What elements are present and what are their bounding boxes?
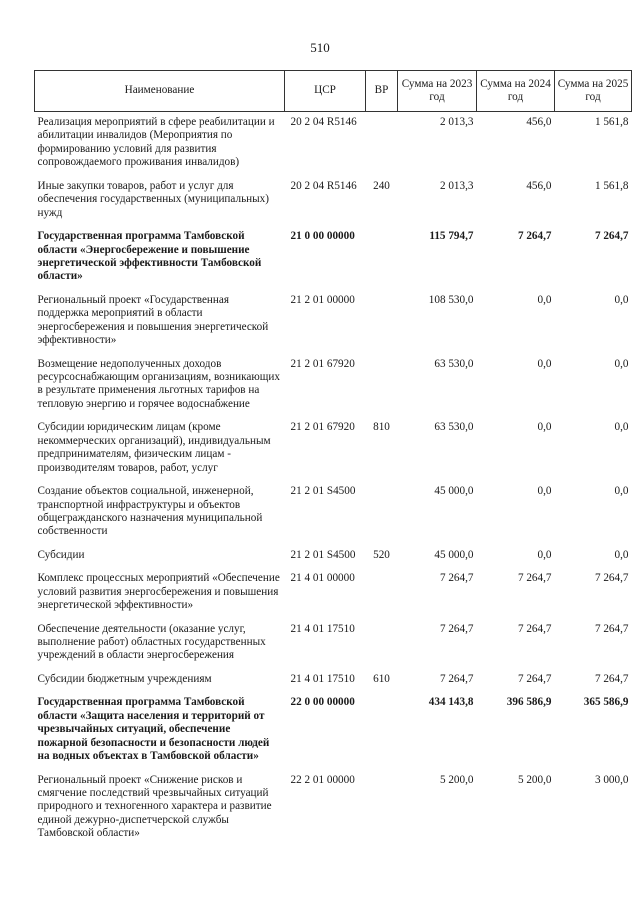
row-name: Субсидии юридическим лицам (кроме некоммерческих организаций), индивидуальным предпринимателям, физическим лицам - производителям товаров, работ, услуг bbox=[37, 421, 271, 474]
row-csr: 21 2 01 67920 bbox=[290, 357, 355, 370]
row-sum-2023: 2 013,3 bbox=[439, 116, 474, 128]
row-name: Иные закупки товаров, работ и услуг для обеспечения государственных (муниципальных) нужд bbox=[37, 179, 269, 219]
table-row-program bbox=[35, 226, 632, 290]
row-csr: 21 4 01 17510 bbox=[290, 672, 355, 685]
row-sum-2023: 7 264,7 bbox=[439, 572, 474, 585]
row-sum-2023: 5 200,0 bbox=[439, 773, 474, 786]
row-name: Субсидии бюджетным учреждениям bbox=[37, 672, 212, 685]
row-name: Реализация мероприятий в сфере реабилитации и абилитации инвалидов (Мероприятия по формированию условий для развития сопровождаемого проживания инвалидов) bbox=[37, 116, 275, 169]
row-sum-2024: 0,0 bbox=[537, 485, 552, 498]
row-sum-2023: 7 264,7 bbox=[439, 622, 474, 635]
row-csr: 21 0 00 00000 bbox=[290, 230, 355, 243]
row-csr: 20 2 04 R5146 bbox=[290, 116, 357, 128]
row-sum-2025: 7 264,7 bbox=[594, 622, 629, 635]
header-sum-2025: Сумма на 2025 год bbox=[555, 71, 632, 112]
row-sum-2025: 0,0 bbox=[614, 421, 629, 434]
row-vr: 810 bbox=[373, 421, 390, 434]
row-sum-2024: 7 264,7 bbox=[517, 230, 552, 243]
table-row bbox=[35, 568, 632, 618]
row-sum-2025: 0,0 bbox=[614, 293, 629, 306]
row-csr: 21 2 01 67920 bbox=[290, 421, 355, 434]
row-name: Комплекс процессных мероприятий «Обеспечение условий развития энергосбережения и повышения энергетической эффективности» bbox=[37, 572, 280, 612]
row-sum-2023: 63 530,0 bbox=[434, 421, 474, 434]
row-sum-2023: 115 794,7 bbox=[429, 230, 474, 243]
row-sum-2024: 0,0 bbox=[537, 548, 552, 561]
row-sum-2023: 2 013,3 bbox=[439, 179, 474, 192]
table-row bbox=[35, 112, 632, 176]
table-row bbox=[35, 619, 632, 669]
row-vr bbox=[366, 112, 398, 176]
budget-table bbox=[34, 70, 632, 847]
table-row bbox=[35, 176, 632, 226]
row-vr: 610 bbox=[373, 672, 390, 685]
row-sum-2023: 434 143,8 bbox=[428, 696, 474, 709]
row-name: Возмещение недополученных доходов ресурсоснабжающим организациям, возникающих в результате применения льготных тарифов на тепловую энергию и горячее водоснабжение bbox=[37, 357, 280, 410]
row-vr: 240 bbox=[373, 179, 390, 192]
row-sum-2024: 456,0 bbox=[526, 116, 552, 128]
table-row bbox=[35, 669, 632, 692]
row-vr bbox=[366, 226, 398, 290]
row-csr: 21 2 01 00000 bbox=[290, 293, 355, 306]
page-number: 510 bbox=[310, 40, 330, 55]
table-row-program bbox=[35, 692, 632, 769]
table-row bbox=[35, 290, 632, 354]
row-csr: 21 2 01 S4500 bbox=[290, 485, 356, 498]
table-row bbox=[35, 417, 632, 481]
row-vr bbox=[366, 354, 398, 418]
row-sum-2025: 1 561,8 bbox=[594, 179, 629, 192]
row-sum-2025: 365 586,9 bbox=[583, 696, 629, 709]
row-sum-2025: 7 264,7 bbox=[594, 230, 629, 243]
row-name: Субсидии bbox=[37, 548, 85, 561]
row-sum-2025: 3 000,0 bbox=[594, 773, 629, 786]
table-header bbox=[35, 71, 632, 112]
row-csr: 20 2 04 R5146 bbox=[290, 179, 357, 192]
row-csr: 22 2 01 00000 bbox=[290, 773, 355, 786]
table-body bbox=[35, 112, 632, 847]
header-sum-2024: Сумма на 2024 год bbox=[477, 71, 555, 112]
row-sum-2023: 7 264,7 bbox=[439, 672, 474, 685]
row-sum-2025: 7 264,7 bbox=[594, 572, 629, 585]
row-sum-2023: 45 000,0 bbox=[434, 548, 474, 561]
row-sum-2024: 0,0 bbox=[537, 357, 552, 370]
row-csr: 21 2 01 S4500 bbox=[290, 548, 356, 561]
row-csr: 21 4 01 00000 bbox=[290, 572, 355, 585]
row-sum-2024: 7 264,7 bbox=[517, 672, 552, 685]
row-sum-2024: 7 264,7 bbox=[517, 572, 552, 585]
row-sum-2024: 0,0 bbox=[537, 293, 552, 306]
row-sum-2023: 63 530,0 bbox=[434, 357, 474, 370]
row-vr bbox=[366, 692, 398, 769]
header-csr: ЦСР bbox=[285, 71, 366, 112]
row-sum-2025: 1 561,8 bbox=[594, 116, 629, 128]
table-row bbox=[35, 354, 632, 418]
row-sum-2024: 5 200,0 bbox=[517, 773, 552, 786]
row-name: Региональный проект «Государственная поддержка мероприятий в области энергосбережения и повышения энергетической эффективности» bbox=[37, 293, 269, 347]
header-sum-2023: Сумма на 2023 год bbox=[398, 71, 477, 112]
row-sum-2024: 0,0 bbox=[537, 421, 552, 434]
row-name: Региональный проект «Снижение рисков и смягчение последствий чрезвычайных ситуаций природного и техногенного характера и развитие единой дежурно-диспетчерской службы Тамбовской области» bbox=[37, 773, 272, 840]
row-vr bbox=[366, 568, 398, 618]
row-vr bbox=[366, 481, 398, 545]
row-name: Обеспечение деятельности (оказание услуг, выполнение работ) областных государственных учреждений в области энергосбережения bbox=[37, 622, 266, 662]
row-sum-2025: 0,0 bbox=[614, 548, 629, 561]
table-row bbox=[35, 545, 632, 568]
header-name: Наименование bbox=[35, 71, 285, 112]
row-sum-2023: 45 000,0 bbox=[434, 485, 474, 498]
table-row bbox=[35, 481, 632, 545]
row-sum-2023: 108 530,0 bbox=[428, 293, 474, 306]
row-sum-2024: 396 586,9 bbox=[506, 696, 552, 709]
row-vr: 520 bbox=[373, 548, 390, 561]
row-sum-2025: 0,0 bbox=[614, 357, 629, 370]
row-csr: 21 4 01 17510 bbox=[290, 622, 355, 635]
row-vr bbox=[366, 619, 398, 669]
row-sum-2025: 7 264,7 bbox=[594, 672, 629, 685]
row-name: Государственная программа Тамбовской области «Защита населения и территорий от чрезвычайных ситуаций, обеспечение пожарной безопасности и безопасности людей на водных объектах в Тамбовской области» bbox=[37, 696, 270, 763]
row-vr bbox=[366, 770, 398, 847]
header-vr: ВР bbox=[366, 71, 398, 112]
row-sum-2025: 0,0 bbox=[614, 485, 629, 498]
row-sum-2024: 456,0 bbox=[526, 179, 552, 192]
row-sum-2024: 7 264,7 bbox=[517, 622, 552, 635]
row-csr: 22 0 00 00000 bbox=[290, 696, 355, 709]
row-name: Государственная программа Тамбовской области «Энергосбережение и повышение энергетической эффективности Тамбовской области» bbox=[37, 230, 262, 283]
row-vr bbox=[366, 290, 398, 354]
table-row bbox=[35, 770, 632, 847]
row-name: Создание объектов социальной, инженерной, транспортной инфраструктуры и объектов общегражданского назначения муниципальной собственности bbox=[37, 485, 263, 538]
